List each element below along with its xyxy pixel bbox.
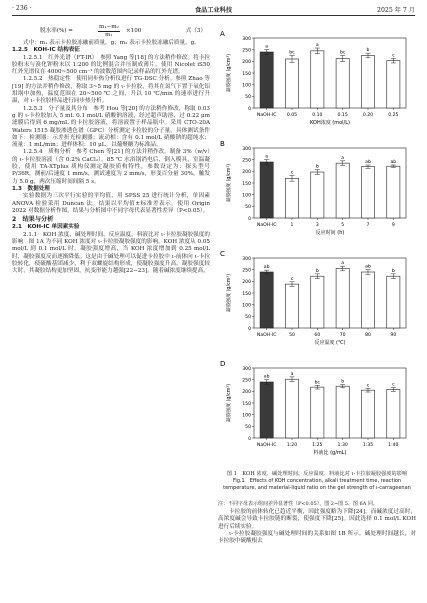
y-axis-label: 凝胶强度 (g/cm²) (227, 273, 232, 313)
left-body-text (12, 40, 210, 276)
figure-1 (216, 26, 416, 468)
left-paragraph: 2 结果与分析 (12, 216, 54, 224)
y-tick-label: 200 (242, 390, 251, 396)
x-tick-label: 5 (341, 223, 345, 228)
y-axis-label: 凝胶强度 (g/cm²) (227, 383, 232, 423)
y-tick-label: 100 (242, 303, 251, 309)
figure-caption (218, 471, 416, 492)
bar (361, 272, 374, 328)
bar (387, 61, 400, 108)
panel-label: D (220, 360, 226, 368)
y-tick-label: 250 (242, 48, 251, 54)
x-tick-label: 1:30 (337, 443, 348, 448)
bar (336, 269, 349, 329)
bar (311, 172, 324, 218)
x-tick-label: 3 (315, 223, 319, 228)
x-tick-label: 80 (365, 333, 371, 338)
left-paragraph: 1.2.5.2 热稳定性 使用同步热分析仪进行 TG-DSC 分析。参照 Zhao 等[19] 的方法并稍作修改，称取 3~5 mg 的 ι-卡拉胶，将其在氮气下置于氧化铝坩埚中加热，温度范围在 20~500 ℃ 之间，升以 10 ℃/min 的速率进行升温，对 ι-卡拉胶样品进行同步热分析。 (12, 76, 210, 105)
x-axis-label: 反应时间 (h) (315, 230, 345, 236)
equation-number: 式（3） (185, 28, 206, 34)
figure-note: 注：不同字母表示组间差异显著性（P<0.05），图 2~图 5、图 6A 同。 (218, 501, 378, 507)
y-tick-label: 150 (242, 181, 251, 187)
y-tick-label: 0 (248, 216, 251, 222)
significance-letter: bc (314, 380, 321, 386)
x-tick-label: 60 (314, 333, 321, 338)
x-axis-label: KOH浓度 (mol/L) (310, 120, 350, 126)
significance-letter: b (315, 268, 319, 274)
y-tick-label: 150 (242, 71, 251, 77)
bar (311, 276, 324, 328)
y-tick-label: 200 (242, 60, 251, 66)
panel-label: C (220, 250, 225, 258)
bar (260, 272, 273, 328)
y-tick-label: 0 (248, 326, 251, 332)
bar (260, 52, 273, 108)
plot-frame (254, 148, 406, 218)
y-tick-label: 150 (242, 291, 251, 297)
y-tick-label: 300 (242, 256, 251, 262)
y-tick-label: 0 (248, 436, 251, 442)
left-paragraph: 1.3 数据处理 (12, 185, 50, 192)
y-tick-label: 250 (242, 158, 251, 164)
bar (260, 162, 273, 218)
y-tick-label: 50 (245, 425, 251, 431)
significance-letter: c (290, 170, 294, 176)
significance-letter: ab (365, 264, 371, 270)
left-paragraph: 1.2.5.4 质构分析 参考 Chen 等[21] 的方法并稍作改，制备 3%（w/v）的 ι-卡拉胶溶液（含 0.2% CaCl₂）。85 ℃ 水浴锅消电后，倒入模具，室温凝胶，使用 TA-XTplus 质构仪测定凝胶质构特性，参数设定为：探头型号 P/36R，测前/后速度 1 mm/s，测试速度为 2 mm/s，形变百分量 30%，触发力 5.0 g，两次压缩时间间隔 5 s。 (12, 149, 210, 185)
y-tick-label: 200 (242, 280, 251, 286)
bar (361, 167, 374, 218)
equation-3 (12, 24, 210, 40)
significance-letter: ab (390, 160, 397, 166)
page-number: · 236 · (12, 5, 32, 12)
x-tick-label: 0.25 (388, 113, 399, 118)
y-tick-label: 100 (242, 413, 251, 419)
x-tick-label: NaOH-IC (256, 113, 277, 118)
y-tick-label: 150 (242, 401, 251, 407)
left-paragraph: 2.1 KOH-IC 单因素实验 (12, 224, 80, 231)
y-tick-label: 250 (242, 378, 251, 384)
equation-numerator: m₁−m₂ (98, 24, 120, 32)
x-tick-label: 1 (290, 223, 294, 228)
bar (336, 59, 349, 108)
significance-letter: bc (289, 50, 295, 56)
chart-panel-c (220, 250, 406, 346)
bar (387, 389, 400, 438)
chart-panel-a (220, 30, 406, 126)
significance-letter: bc (339, 50, 346, 56)
bar (311, 51, 324, 108)
caption-cn: 图 1 KOH 浓度、碱处理时间、反应温度、料液比对 ι-卡拉胶凝胶强度的影响 (226, 471, 408, 477)
y-tick-label: 200 (242, 170, 251, 176)
right-body-text (218, 509, 416, 545)
figure-1-panels (216, 26, 416, 468)
significance-letter: ab (263, 265, 270, 271)
left-paragraph: 1.2.5.1 红外光谱（FT-IR） 参照 Yang 等[18] 的方法稍作修改。将卡拉胶粉末与溴化钾粉末以 1:200 的比例混合并压制成薄片。使用 Nicolet iS50 红外光谱仪在 4000~500 cm⁻¹ 的波数范围内记录样品的红外光谱。 (12, 54, 210, 76)
panel-label: A (220, 30, 225, 38)
x-tick-label: NaOH-IC (256, 223, 277, 228)
x-tick-label: 50 (289, 333, 295, 338)
journal-name: 食品工业科技 (194, 7, 233, 14)
x-tick-label: 9 (391, 223, 395, 228)
bar (285, 284, 298, 328)
significance-letter: b (341, 379, 345, 385)
x-tick-label: 90 (390, 333, 397, 338)
left-paragraph: 1.2.5 KOH-IC 结构表征 (12, 47, 80, 54)
caption-en: Fig.1 Effects of KOH concentration, alkali treatment time, reaction temperature, and material-liquid ratio on the gel strength of ι-carrageenan (223, 478, 411, 491)
significance-letter: a (290, 371, 294, 377)
y-tick-label: 50 (245, 315, 251, 321)
significance-letter: b (315, 164, 319, 170)
plot-frame (254, 258, 406, 328)
left-paragraph: 2.1.1 KOH 浓度、碱处理时间、反应温度、料液比对 ι-卡拉胶凝胶强度的影响 图 1A 为不同 KOH 浓度对 ι-卡拉胶凝胶强度的影响。KOH 浓度从 0.05 mol/L 到 0.1 mol/L 时，凝胶强度增高，当 KOH 浓度增加到 0.25 mol/L 时，凝胶强度反而逐渐降低。这是由于碱处理可以促进卡拉胶中 ι-前体向 ι-卡拉胶转化，使硫酸基团减少，利于双螺旋结构形成，使凝胶强度升高，凝胶强度较大时，其凝胶结构更加坚固，抗变形能力越强[22−23]。随着碱浓度继续提高， (12, 231, 210, 275)
significance-letter: ab (365, 160, 371, 166)
x-tick-label: NaOH-IC (256, 443, 277, 448)
x-tick-label: 0.05 (286, 113, 298, 118)
running-header (12, 4, 415, 16)
x-axis-label: 料液比 (g/mL) (313, 450, 347, 456)
significance-letter: ab (263, 374, 270, 380)
y-tick-label: 250 (242, 268, 251, 274)
y-tick-label: 100 (242, 193, 251, 199)
y-tick-label: 50 (245, 95, 251, 101)
significance-letter: c (392, 382, 395, 388)
bar (285, 379, 298, 438)
significance-letter: c (366, 383, 370, 389)
x-tick-label: 1:40 (388, 443, 399, 448)
significance-letter: a (341, 261, 345, 267)
chart-panel-b (220, 140, 406, 236)
equation-denominator: m₁ (105, 32, 113, 39)
x-tick-label: NaOH-IC (256, 333, 277, 338)
equation-fraction (98, 24, 120, 40)
x-axis-label: 反应温度 (℃) (314, 340, 346, 346)
x-tick-label: 0.20 (362, 113, 374, 118)
bar (311, 387, 324, 438)
bar (336, 386, 349, 438)
y-tick-label: 100 (242, 83, 251, 89)
bar (260, 382, 273, 438)
x-tick-label: 1:20 (286, 443, 298, 448)
significance-letter: a (341, 155, 345, 161)
significance-letter: b (366, 48, 370, 54)
x-tick-label: 7 (366, 223, 370, 228)
plot-frame (254, 38, 406, 108)
x-tick-label: 70 (339, 333, 346, 338)
significance-letter: a (265, 154, 269, 160)
significance-letter: a (315, 43, 319, 49)
left-column (12, 24, 210, 276)
significance-letter: c (290, 276, 294, 282)
left-paragraph: 式中：m₁ 表示卡拉胶冻融前质量，g；m₂ 表示卡拉胶冻融后质量，g。 (23, 40, 200, 46)
x-tick-label: 1:25 (312, 443, 323, 448)
equation-lhs: 脱水率(%) = (40, 28, 73, 34)
x-tick-label: 1:35 (362, 443, 374, 448)
y-tick-label: 300 (242, 366, 251, 372)
right-paragraphs (218, 509, 416, 545)
bar (387, 166, 400, 218)
panel-label: B (220, 140, 225, 148)
significance-letter: a (265, 44, 269, 50)
y-axis-label: 凝胶强度 (g/cm²) (227, 53, 232, 93)
left-paragraph: 实验数据为三次平行实验的平均值，用 SPSS 25 进行统计分析，单因素 ANOVA 检验采用 Duncan 法。结果以平均值±标准差表示。使用 Origin 2022 对数据分析作图，结果与分析图中不同字母代表显著性差异（P<0.05）。 (12, 193, 210, 214)
significance-letter: c (392, 53, 395, 59)
plot-frame (254, 368, 406, 438)
chart-panel-d (220, 360, 406, 456)
bar (336, 163, 349, 218)
y-axis-label: 凝胶强度 (g/cm²) (227, 163, 232, 203)
bar (361, 56, 374, 109)
equation-tail: ×100 (126, 28, 142, 34)
significance-letter: b (391, 268, 395, 274)
left-paragraph: 1.2.5.3 分子量及其分布 参考 Hou 等[20] 的方法稍作修改，称取 0.03 g 的 ι-卡拉胶加入 5 mL 0.1 mol/L 硝酸钠溶液，经过超声助溶、过 0.22 μm 滤膜后得到 6 mg/mL 的卡拉胶溶液，将溶液置于样品瓶中。采用 CTO-20A Waters 1515 凝胶渗透色谱（GPC）分析测定卡拉胶的分子量，具体测试条件如下：检测器：示差折光检测器；流动相：含有 0.1 mol/L 硝酸钠的超纯水；流量：1 mL/min；进样体积：10 μL。以葡聚糖为标准品。 (12, 105, 210, 149)
y-tick-label: 50 (245, 205, 251, 211)
right-paragraph: ι-卡拉胶凝胶强度与碱处理时间的关系如图 1B 所示。碱处理时间越长，对卡拉胶中硫酸根去 (218, 530, 416, 545)
bar (285, 59, 298, 108)
y-tick-label: 0 (248, 106, 251, 112)
y-tick-label: 300 (242, 146, 251, 152)
bar (285, 178, 298, 218)
issue-date: 2025 年 7 月 (377, 7, 415, 14)
x-tick-label: 0.15 (337, 113, 348, 118)
bar (387, 276, 400, 328)
x-tick-label: 0.10 (312, 113, 323, 118)
right-paragraph: 卡拉胶的前体转化已趋近平衡，因此强度略为下降[24]，而碱浓度过高时，高浓度碱会导致卡拉胶链的断裂，使强度下降[25]。因此选择 0.1 mol/L KOH 进行后续实验。 (218, 509, 416, 530)
bar (361, 390, 374, 438)
y-tick-label: 300 (242, 36, 251, 42)
